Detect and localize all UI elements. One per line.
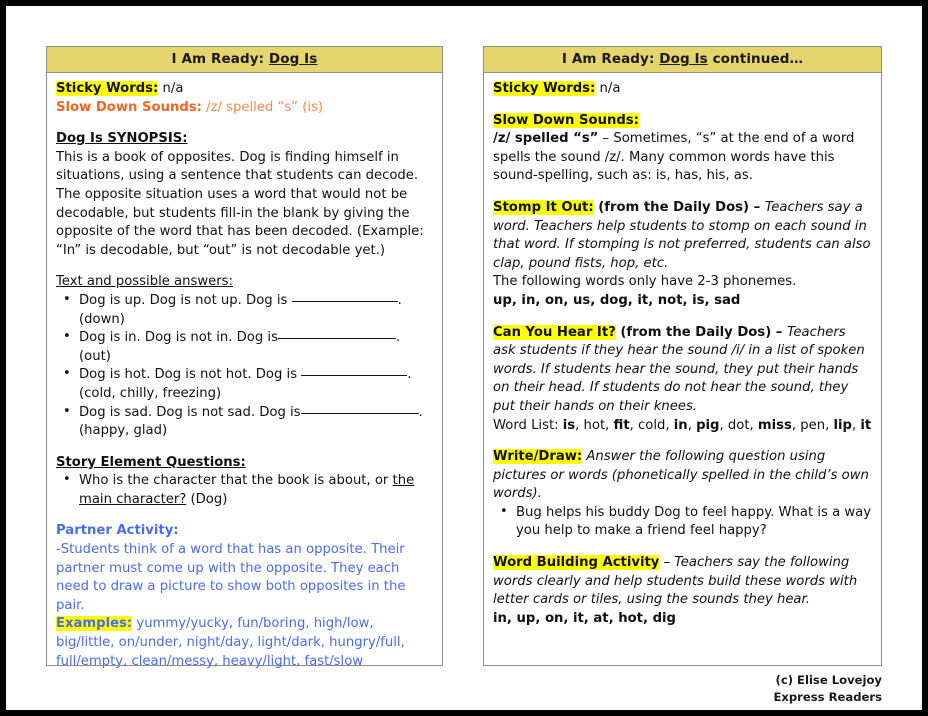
slow-down-sounds-label: Slow Down Sounds: <box>493 112 639 128</box>
answer-prompt: Dog is sad. Dog is not sad. Dog is <box>79 404 301 420</box>
spacer <box>56 441 433 454</box>
word-list-item: hot <box>583 417 606 433</box>
slow-down-sounds-lead: /z/ spelled “s” <box>493 131 599 147</box>
word-list-separator: , <box>665 417 674 433</box>
partner-activity-heading: Partner Activity: <box>56 523 179 539</box>
examples-label: Examples: <box>56 616 133 632</box>
right-card-body <box>484 73 881 636</box>
word-list-item: fit <box>613 417 630 433</box>
spacer <box>56 117 433 130</box>
footer-publisher: Express Readers <box>773 690 882 704</box>
word-list-item: miss <box>757 417 792 433</box>
left-sticky-words-row <box>56 80 433 99</box>
list-item <box>77 366 433 403</box>
cards-container <box>6 6 922 710</box>
spacer <box>493 99 872 112</box>
answer-suffix: . <box>397 292 402 308</box>
right-lesson-card <box>483 46 882 666</box>
stomp-it-out-note: The following words only have 2-3 phonemes. <box>493 274 797 290</box>
answer-suffix: . <box>407 367 412 383</box>
word-list-separator: , <box>791 417 801 433</box>
examples-value: yummy/yucky, fun/boring, high/low, big/little, on/under, night/day, light/dark, hungry/full, full/empty, clean/messy, heavy/light, fast/slow <box>56 616 405 669</box>
spacer <box>493 186 872 199</box>
answer-suffix: . <box>418 404 423 420</box>
write-draw-list <box>493 504 872 541</box>
word-list-label: Word List: <box>493 417 563 433</box>
word-list-item: it <box>860 417 872 433</box>
sticky-words-label: Sticky Words: <box>493 81 596 96</box>
spacer <box>56 509 433 522</box>
story-elements-list <box>56 472 433 509</box>
stomp-it-out-source: (from the Daily Dos) – <box>593 199 765 215</box>
word-list-separator: , <box>825 417 834 433</box>
word-list-words <box>563 418 871 433</box>
word-list-row <box>493 417 872 436</box>
possible-answer: (happy, glad) <box>79 423 168 439</box>
word-list-item: dot <box>727 417 750 433</box>
slow-down-sounds-value: /z/ spelled “s” (is) <box>206 99 324 115</box>
word-list-item: pen <box>800 417 826 433</box>
story-question-answer: (Dog) <box>186 491 228 507</box>
possible-answer: (cold, chilly, freezing) <box>79 385 222 401</box>
text-answers-heading: Text and possible answers: <box>56 274 233 290</box>
can-you-hear-it-row <box>493 324 872 417</box>
list-item: • Bug helps his buddy Dog to feel happy. What is a way you help to make a friend feel happy? <box>514 504 872 541</box>
text-answers-list <box>56 292 433 441</box>
fill-in-blank[interactable] <box>278 338 396 339</box>
word-list-separator: , <box>575 417 584 433</box>
sticky-words-value: n/a <box>162 81 184 96</box>
slow-down-sounds-label: Slow Down Sounds: <box>56 99 202 115</box>
spacer <box>493 541 872 554</box>
right-slow-down-sounds-body-row <box>493 130 872 186</box>
answer-prompt: Dog is hot. Dog is not hot. Dog is <box>79 367 302 383</box>
stomp-it-out-body: Teachers say a word. Teachers help students to stomp on each sound in that word. If stomping is not preferred, students can also clap, pound fists, hop, etc. <box>493 199 871 271</box>
partner-activity-examples-row <box>56 615 433 671</box>
partner-activity-body: -Students think of a word that has an opposite. Their partner must come up with the opposite. They each need to draw a picture to show both opposites in the pair. <box>56 542 406 613</box>
word-list-item: is <box>562 417 576 433</box>
right-card-header-prefix: I Am Ready: <box>561 51 660 67</box>
worksheet-page <box>6 6 922 710</box>
list-item <box>77 404 433 441</box>
word-list-separator: , <box>851 417 861 433</box>
footer-credit <box>582 672 882 706</box>
word-list-separator: , <box>605 417 614 433</box>
right-slow-down-sounds-label-row <box>493 112 872 131</box>
spacer <box>493 435 872 448</box>
can-you-hear-it-label: Can You Hear It? <box>493 324 616 340</box>
sticky-words-label: Sticky Words: <box>56 81 159 96</box>
can-you-hear-it-source: (from the Daily Dos) – <box>615 324 787 340</box>
list-item <box>77 292 433 329</box>
word-list-separator: , <box>629 417 639 433</box>
write-draw-row <box>493 448 872 504</box>
left-card-header-title: Dog Is <box>268 51 318 67</box>
right-card-header-suffix: continued… <box>707 51 804 67</box>
write-draw-body: Answer the following question using pictures or words (phonetically spelled in the child’s own words). <box>493 449 869 502</box>
story-question-underlined: the main character? <box>79 473 415 507</box>
left-card-header-prefix: I Am Ready: <box>171 51 269 67</box>
left-lesson-card <box>46 46 443 669</box>
left-card-body <box>47 73 442 679</box>
word-list-item: in <box>673 417 688 433</box>
word-list-separator: , <box>687 417 697 433</box>
word-list-separator: , <box>749 417 758 433</box>
can-you-hear-it-body: Teachers ask students if they hear the sound /i/ in a list of spoken words. If students hear the sound, they put their hands on their head. If students do not hear the sound, they put their hands on their knees. <box>493 324 865 414</box>
word-list-item: lip <box>833 417 852 433</box>
left-slow-down-sounds-row <box>56 99 433 118</box>
fill-in-blank[interactable] <box>301 413 419 414</box>
word-list-item: cold <box>638 417 666 433</box>
write-draw-label: Write/Draw: <box>493 449 583 465</box>
sticky-words-value: n/a <box>599 81 621 96</box>
stomp-it-out-words: up, in, on, us, dog, it, not, is, sad <box>493 292 741 308</box>
stomp-it-out-row <box>493 199 872 273</box>
spacer <box>493 311 872 324</box>
fill-in-blank[interactable] <box>292 301 398 302</box>
slow-down-sounds-body: – Sometimes, “s” at the end of a word spells the sound /z/. Many common words have this sound-spelling, such as: is, has, his, as. <box>493 131 855 184</box>
word-building-words: in, up, on, it, at, hot, dig <box>493 610 676 626</box>
list-item <box>77 472 433 509</box>
word-building-body: – Teachers say the following words clearly and help students build these words with letter cards or tiles, using the sounds they hear. <box>493 555 858 608</box>
right-sticky-words-row <box>493 80 872 99</box>
stomp-it-out-label: Stomp It Out: <box>493 199 594 215</box>
left-card-header <box>47 47 442 73</box>
word-list-separator: , <box>719 417 728 433</box>
word-building-row <box>493 554 872 610</box>
word-building-label: Word Building Activity <box>493 555 660 571</box>
synopsis-body: This is a book of opposites. Dog is finding himself in situations, using a sentence that students can decode. The opposite situation uses a word that would not be decodable, but students fill-in the blank by giving the opposite of the word that has been decoded. (Example: “In” is decodable, but “out” is not decodable yet.) <box>56 149 424 258</box>
answer-prompt: Dog is up. Dog is not up. Dog is <box>79 292 292 308</box>
synopsis-heading: Dog Is SYNOPSIS: <box>56 131 188 147</box>
possible-answer: (down) <box>79 311 125 327</box>
footer-author: (c) Elise Lovejoy <box>775 673 882 687</box>
word-list-item: pig <box>696 417 720 433</box>
answer-prompt: Dog is in. Dog is not in. Dog is <box>79 330 278 346</box>
right-card-header-title: Dog Is <box>659 51 708 67</box>
story-elements-heading: Story Element Questions: <box>56 454 246 470</box>
answer-suffix: . (out) <box>79 330 401 364</box>
spacer <box>56 260 433 273</box>
fill-in-blank[interactable] <box>301 375 407 376</box>
right-card-header <box>484 47 881 73</box>
story-question-plain: Who is the character that the book is about, or <box>79 473 393 489</box>
list-item <box>77 329 433 366</box>
